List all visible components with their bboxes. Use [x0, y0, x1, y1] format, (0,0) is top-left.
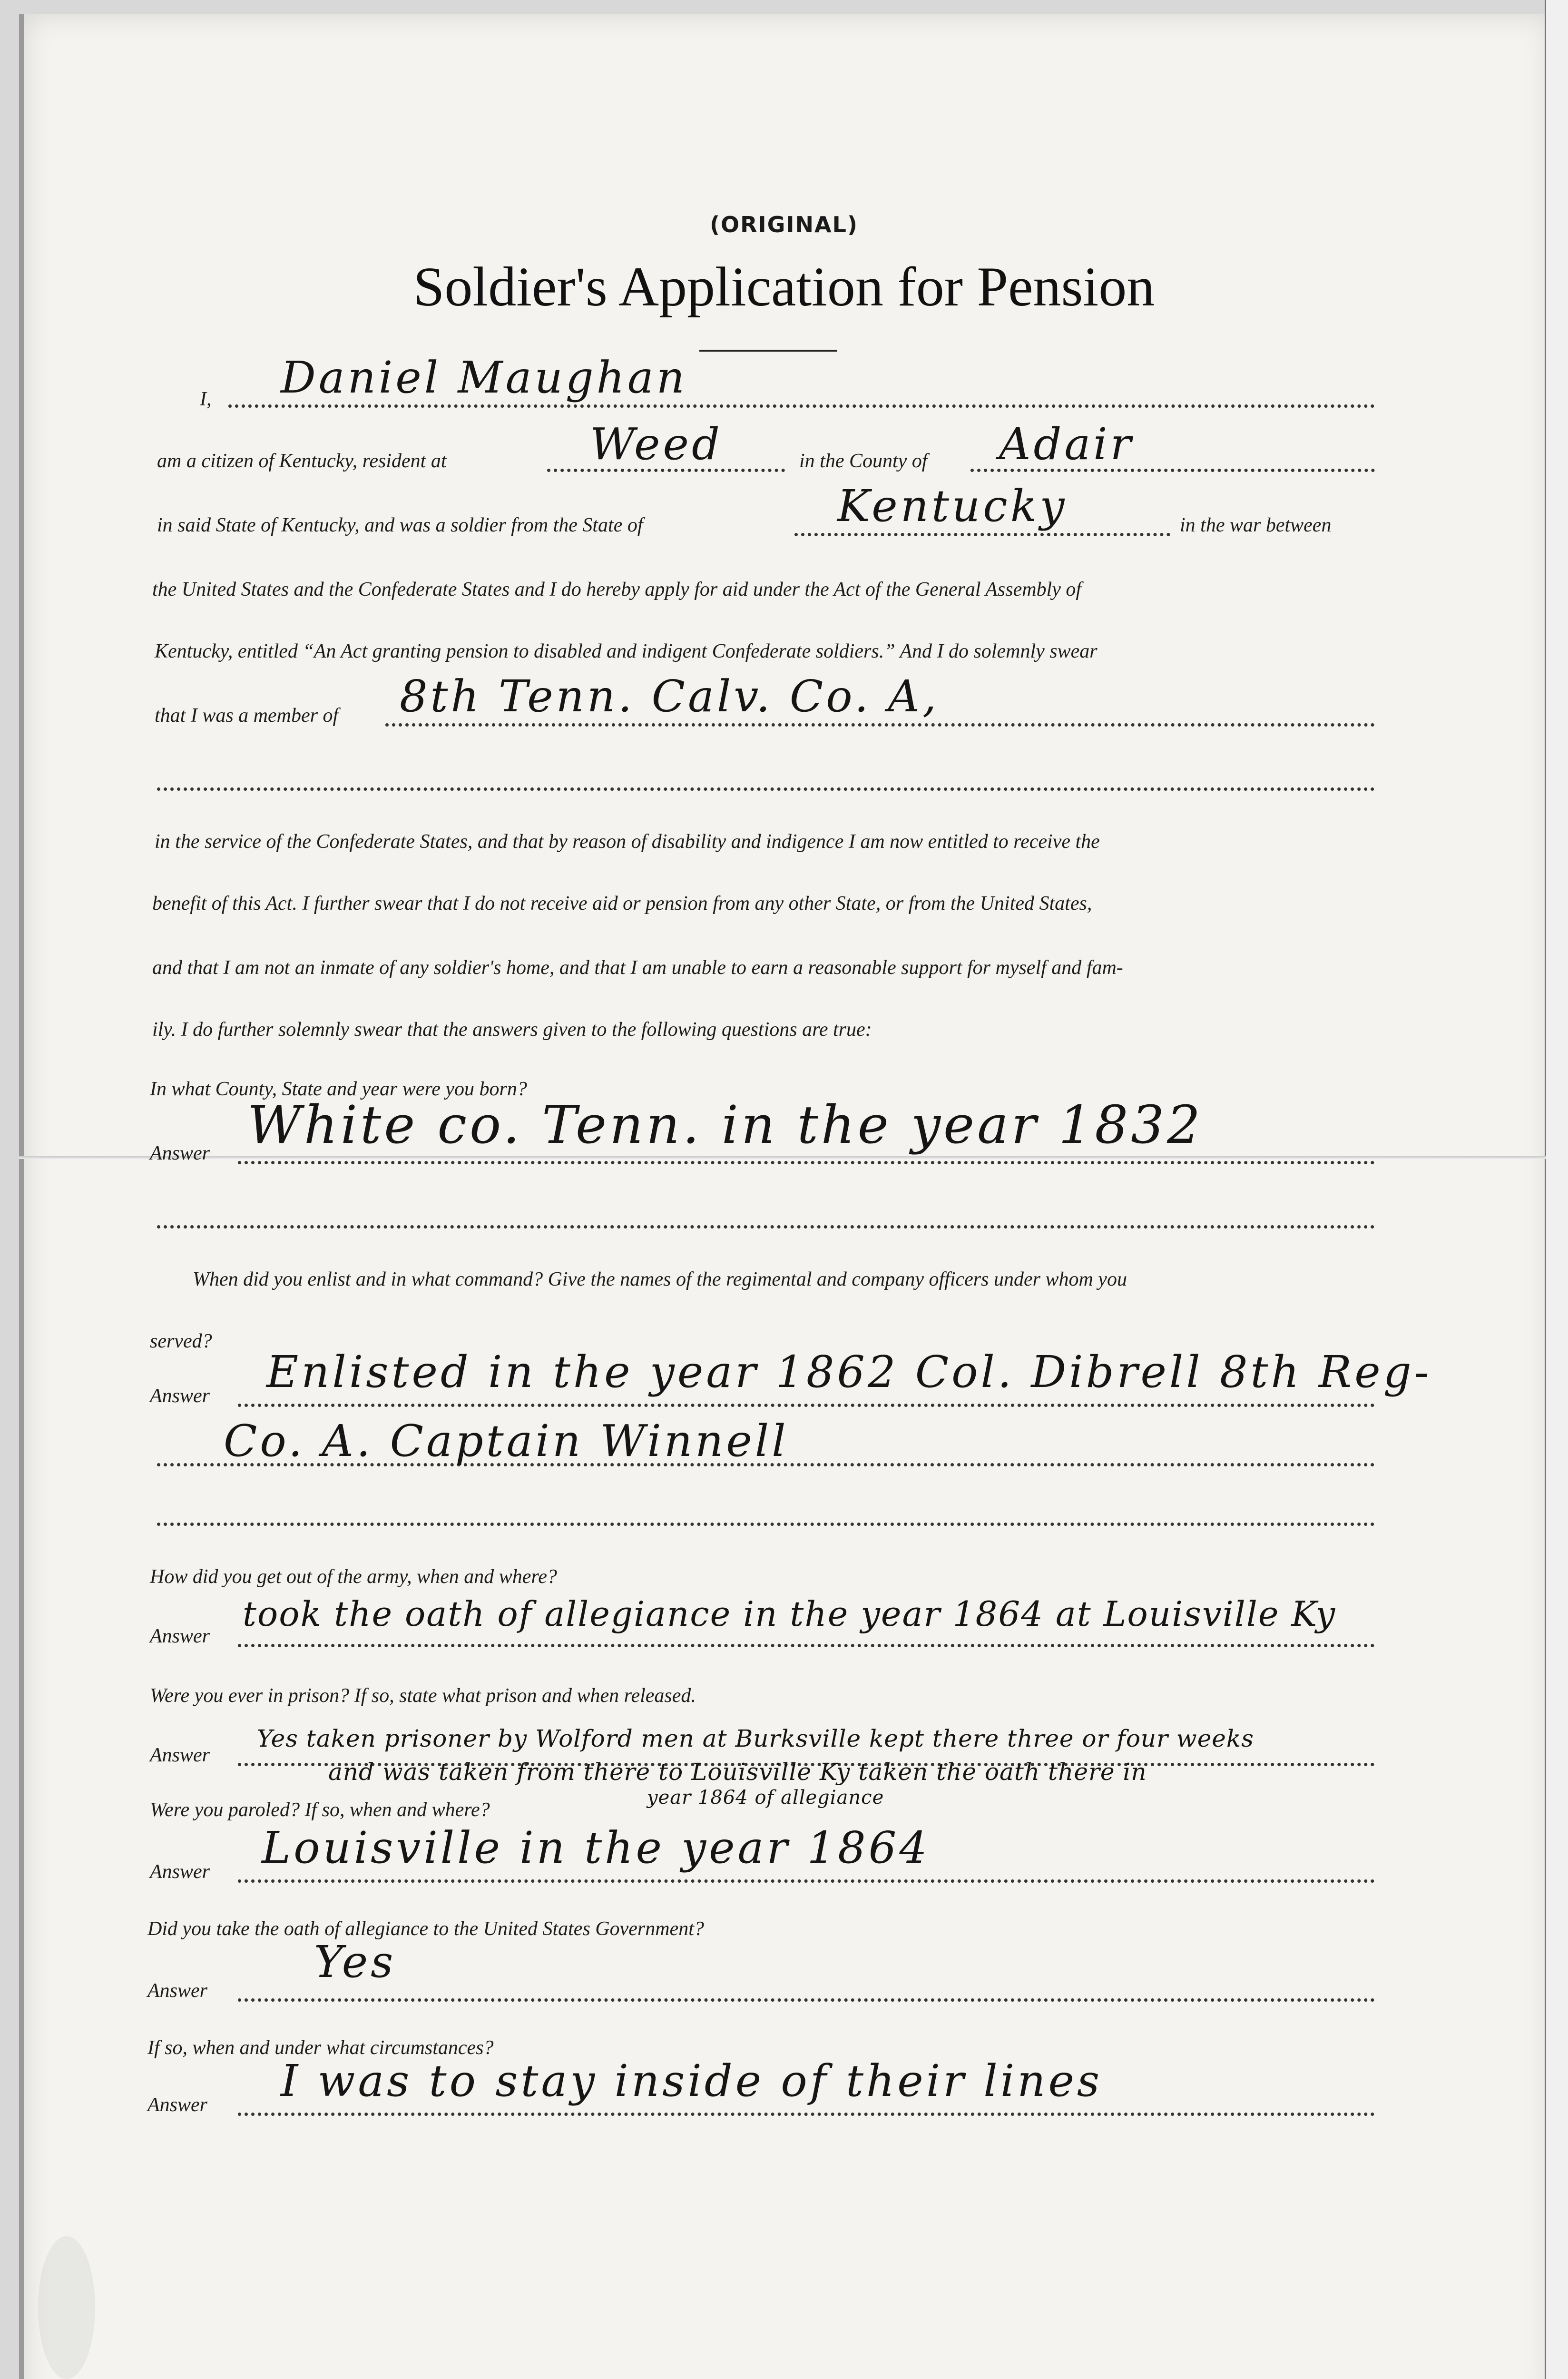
body-text-5: Kentucky, entitled “An Act granting pension to disabled and indigent Confederate soldiers.” And I do solemnly swear [155, 640, 1098, 662]
answer-paroled-line [238, 1879, 1375, 1883]
question-paroled-text: Were you paroled? If so, when and where? [150, 1799, 490, 1821]
answer-label: Answer [150, 1861, 210, 1883]
question-enlist-text-2: served? [150, 1330, 212, 1352]
answer-circumstances: I was to stay inside of their lines [281, 2055, 1103, 2106]
war-between-label: in the war between [1180, 514, 1332, 536]
answer-born: White co. Tenn. in the year 1832 [247, 1094, 1204, 1155]
answer-label: Answer [147, 2094, 207, 2116]
answer-born-line [238, 1161, 1375, 1164]
county-value: Adair [999, 419, 1134, 470]
answer-enlist-1: Enlisted in the year 1862 Col. Dibrell 8th Reg- [266, 1347, 1432, 1397]
answer-enlist-2: Co. A. Captain Winnell [224, 1416, 789, 1466]
answer-enlist-line [238, 1404, 1375, 1407]
answer-label: Answer [147, 1980, 207, 2002]
answer-discharge-line [238, 1644, 1375, 1647]
member-line [385, 723, 1375, 727]
body-text-11: ily. I do further solemnly swear that the answers given to the following questions are true: [152, 1019, 872, 1041]
answer-born-line-2 [157, 1225, 1375, 1229]
applicant-name-line [228, 404, 1375, 408]
body-text-10: and that I am not an inmate of any soldier's home, and that I am unable to earn a reasonable support for myself and fam- [152, 957, 1123, 979]
answer-prison-3: year 1864 of allegiance [647, 1787, 884, 1809]
body-text-8: in the service of the Confederate States, and that by reason of disability and indigence I am now entitled to receive the [155, 831, 1100, 853]
body-text-4: the United States and the Confederate States and I do hereby apply for aid under the Act of the General Assembly of [152, 579, 1082, 600]
question-born-text: In what County, State and year were you born? [150, 1078, 527, 1100]
question-enlist-text: When did you enlist and in what command? Give the names of the regimental and company officers under whom you [193, 1268, 1127, 1290]
applicant-prefix: I, [200, 388, 212, 410]
member-line-2 [157, 787, 1375, 791]
answer-label: Answer [150, 1142, 210, 1164]
residence-value: Weed [590, 419, 723, 470]
member-label: that I was a member of [155, 705, 339, 727]
answer-circumstances-line [238, 2113, 1375, 2116]
page-fold [19, 1156, 1546, 1159]
form-title: Soldier's Application for Pension [413, 256, 1155, 318]
question-prison-text: Were you ever in prison? If so, state what prison and when released. [150, 1685, 696, 1707]
answer-label: Answer [150, 1625, 210, 1647]
original-label: (ORIGINAL) [710, 212, 858, 237]
question-oath-text: Did you take the oath of allegiance to the United States Government? [147, 1918, 704, 1940]
answer-enlist-line-3 [157, 1523, 1375, 1526]
question-circumstances-text: If so, when and under what circumstances? [147, 2037, 494, 2059]
scan-edge [1545, 0, 1568, 2379]
residence-label: am a citizen of Kentucky, resident at [157, 450, 447, 472]
answer-oath: Yes [314, 1937, 396, 1987]
state-value: Kentucky [837, 481, 1068, 531]
answer-oath-line [238, 1998, 1375, 2002]
answer-prison-2: and was taken from there to Louisville Ky taken the oath there in [328, 1758, 1147, 1786]
application-page [19, 14, 1551, 2379]
answer-discharge: took the oath of allegiance in the year 1864 at Louisville Ky [243, 1594, 1336, 1634]
title-rule [699, 350, 837, 352]
question-discharge-text: How did you get out of the army, when and where? [150, 1566, 557, 1588]
member-value: 8th Tenn. Calv. Co. A, [400, 671, 940, 722]
answer-label: Answer [150, 1385, 210, 1407]
body-text-9: benefit of this Act. I further swear that I do not receive aid or pension from any other State, or from the United States, [152, 893, 1092, 914]
state-label: in said State of Kentucky, and was a soldier from the State of [157, 514, 643, 536]
county-label: in the County of [799, 450, 928, 472]
page-stain [38, 2236, 95, 2379]
answer-paroled: Louisville in the year 1864 [262, 1822, 930, 1873]
answer-prison-1: Yes taken prisoner by Wolford men at Burksville kept there three or four weeks [257, 1725, 1254, 1752]
applicant-name: Daniel Maughan [281, 352, 687, 403]
state-line [794, 533, 1170, 536]
answer-label: Answer [150, 1744, 210, 1766]
